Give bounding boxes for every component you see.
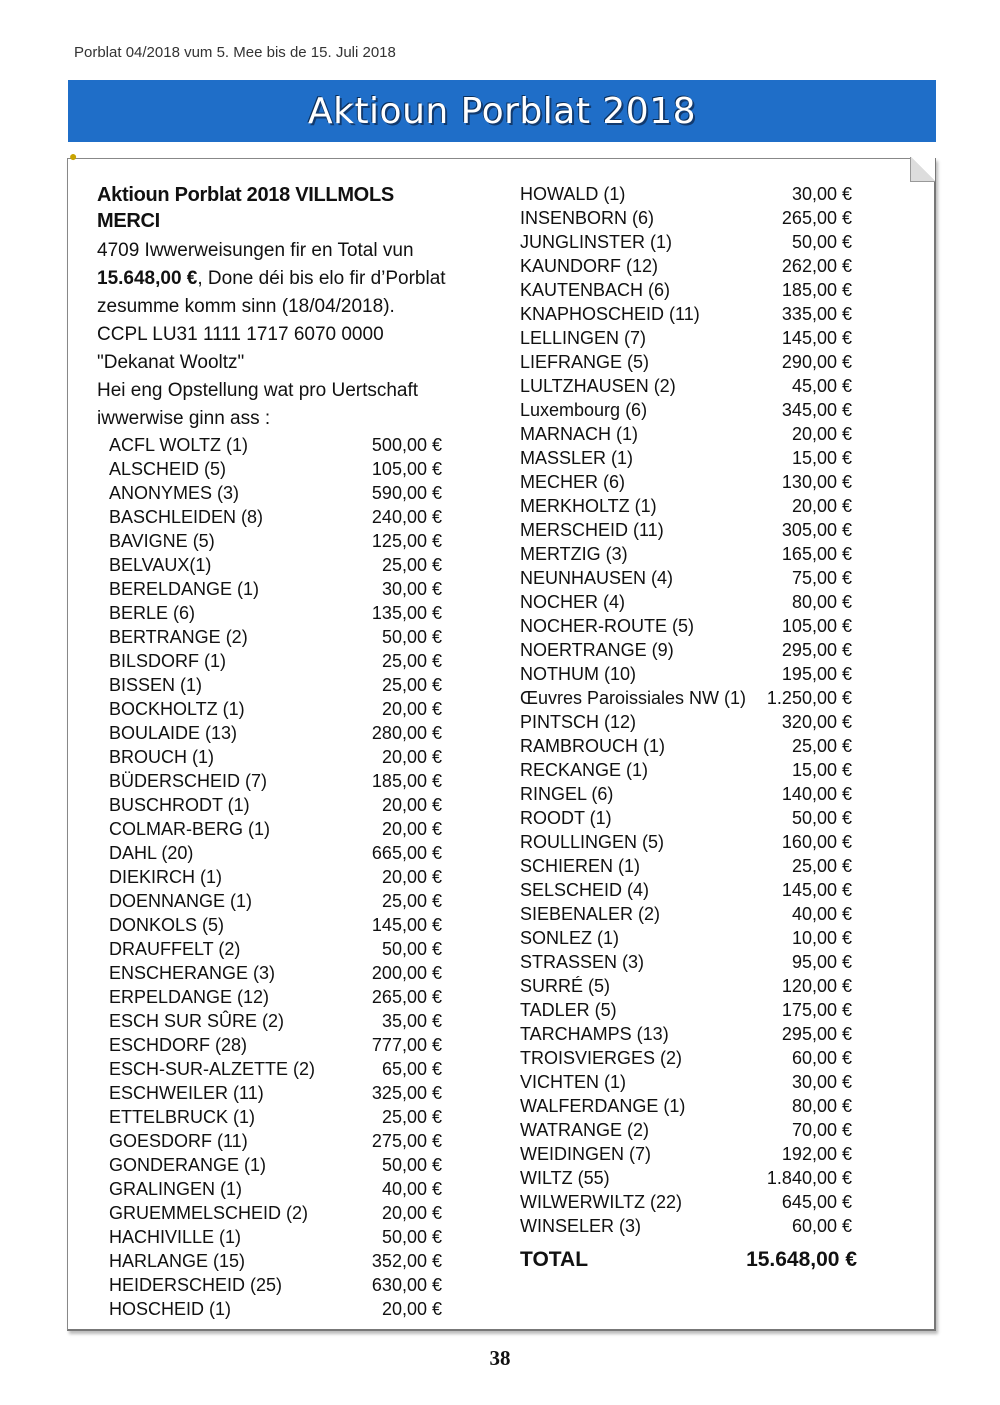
locality-name: BISSEN (1) <box>109 675 203 695</box>
locality-amount: 10,00 € <box>791 928 852 948</box>
locality-amount: 25,00 € <box>381 555 442 575</box>
total-amount-inline: 15.648,00 € <box>97 268 198 289</box>
locality-name: BERLE (6) <box>109 603 196 623</box>
intro-line: "Dekanat Wooltz" <box>97 352 245 373</box>
locality-name: MARNACH (1) <box>520 424 639 444</box>
locality-name: BILSDORF (1) <box>109 651 227 671</box>
locality-name: NEUNHAUSEN (4) <box>520 568 674 588</box>
locality-name: NOCHER (4) <box>520 592 626 612</box>
locality-name: BROUCH (1) <box>109 747 215 767</box>
locality-name: GRUEMMELSCHEID (2) <box>109 1203 309 1223</box>
donation-row <box>520 326 852 350</box>
locality-amount: 25,00 € <box>381 891 442 911</box>
locality-amount: 145,00 € <box>781 880 852 900</box>
locality-amount: 50,00 € <box>381 1155 442 1175</box>
donation-row <box>109 529 442 553</box>
donation-row <box>109 1009 442 1033</box>
right-column <box>520 182 857 1272</box>
locality-amount: 185,00 € <box>781 280 852 300</box>
locality-amount: 75,00 € <box>791 568 852 588</box>
locality-amount: 195,00 € <box>781 664 852 684</box>
locality-name: SELSCHEID (4) <box>520 880 650 900</box>
pushpin-icon: ● <box>69 148 78 164</box>
intro-line: zesumme komm sinn (18/04/2018). <box>97 296 395 317</box>
locality-name: MASSLER (1) <box>520 448 634 468</box>
locality-amount: 295,00 € <box>781 1024 852 1044</box>
locality-amount: 50,00 € <box>791 808 852 828</box>
locality-name: RINGEL (6) <box>520 784 614 804</box>
donation-row <box>109 721 442 745</box>
donation-row <box>520 710 852 734</box>
locality-name: BÜDERSCHEID (7) <box>109 771 268 791</box>
donation-row <box>520 758 852 782</box>
intro-line: 4709 Iwwerweisungen fir en Total vun <box>97 240 414 261</box>
locality-amount: 240,00 € <box>371 507 442 527</box>
intro-text <box>97 237 457 433</box>
locality-name: HOSCHEID (1) <box>109 1299 232 1319</box>
donation-row <box>109 697 442 721</box>
locality-name: LELLINGEN (7) <box>520 328 647 348</box>
locality-amount: 20,00 € <box>381 795 442 815</box>
locality-name: BERELDANGE (1) <box>109 579 260 599</box>
locality-amount: 265,00 € <box>371 987 442 1007</box>
donation-row <box>109 1297 442 1321</box>
locality-amount: 1.250,00 € <box>766 688 852 708</box>
locality-amount: 30,00 € <box>791 184 852 204</box>
title-banner <box>68 80 936 142</box>
donation-row <box>520 230 852 254</box>
donation-row <box>109 889 442 913</box>
locality-name: NOCHER-ROUTE (5) <box>520 616 694 636</box>
donation-row <box>520 638 852 662</box>
locality-amount: 140,00 € <box>781 784 852 804</box>
locality-amount: 262,00 € <box>781 256 852 276</box>
locality-amount: 265,00 € <box>781 208 852 228</box>
donation-row <box>109 961 442 985</box>
locality-name: WILWERWILTZ (22) <box>520 1192 682 1212</box>
donation-row <box>520 1190 852 1214</box>
locality-name: ROODT (1) <box>520 808 612 828</box>
locality-amount: 105,00 € <box>781 616 852 636</box>
locality-amount: 630,00 € <box>371 1275 442 1295</box>
locality-amount: 25,00 € <box>791 736 852 756</box>
donation-row <box>520 206 852 230</box>
intro-line <box>97 265 457 293</box>
locality-name: NOTHUM (10) <box>520 664 636 684</box>
donation-row <box>109 433 442 457</box>
locality-name: Œuvres Paroissiales NW (1) <box>520 688 747 708</box>
locality-amount: 80,00 € <box>791 592 852 612</box>
donation-row <box>520 878 852 902</box>
locality-amount: 15,00 € <box>791 760 852 780</box>
locality-name: HACHIVILLE (1) <box>109 1227 242 1247</box>
locality-amount: 70,00 € <box>791 1120 852 1140</box>
donation-row <box>109 577 442 601</box>
locality-amount: 50,00 € <box>381 1227 442 1247</box>
locality-amount: 305,00 € <box>781 520 852 540</box>
locality-name: MERTZIG (3) <box>520 544 628 564</box>
locality-amount: 25,00 € <box>381 1107 442 1127</box>
donation-row <box>520 1046 852 1070</box>
locality-amount: 20,00 € <box>381 699 442 719</box>
locality-amount: 290,00 € <box>781 352 852 372</box>
donation-row <box>109 1273 442 1297</box>
donation-row <box>520 494 852 518</box>
locality-name: SURRÉ (5) <box>520 976 611 996</box>
locality-amount: 135,00 € <box>371 603 442 623</box>
donation-row <box>109 457 442 481</box>
donation-row <box>109 985 442 1009</box>
locality-name: VICHTEN (1) <box>520 1072 627 1092</box>
locality-name: RECKANGE (1) <box>520 760 649 780</box>
donation-row <box>520 350 852 374</box>
locality-name: JUNGLINSTER (1) <box>520 232 673 252</box>
locality-name: GONDERANGE (1) <box>109 1155 267 1175</box>
locality-amount: 200,00 € <box>371 963 442 983</box>
locality-amount: 80,00 € <box>791 1096 852 1116</box>
locality-name: RAMBROUCH (1) <box>520 736 666 756</box>
locality-amount: 60,00 € <box>791 1216 852 1236</box>
intro-title: Aktioun Porblat 2018 VILLMOLS MERCI <box>97 184 394 232</box>
locality-amount: 50,00 € <box>381 939 442 959</box>
locality-name: TADLER (5) <box>520 1000 617 1020</box>
locality-name: Luxembourg (6) <box>520 400 648 420</box>
locality-name: ESCHWEILER (11) <box>109 1083 264 1103</box>
donation-row <box>520 782 852 806</box>
intro-line: Hei eng Opstellung wat pro Uertschaft <box>97 380 419 401</box>
page-curl-corner <box>910 157 935 182</box>
donation-row <box>520 662 852 686</box>
locality-name: ERPELDANGE (12) <box>109 987 270 1007</box>
locality-amount: 25,00 € <box>791 856 852 876</box>
donation-row <box>109 1129 442 1153</box>
donation-row <box>109 481 442 505</box>
donation-row <box>109 793 442 817</box>
donation-row <box>520 1142 852 1166</box>
locality-name: WALFERDANGE (1) <box>520 1096 686 1116</box>
donation-row <box>109 505 442 529</box>
donation-row <box>520 566 852 590</box>
donation-row <box>520 182 852 206</box>
locality-name: ETTELBRUCK (1) <box>109 1107 256 1127</box>
locality-amount: 20,00 € <box>381 867 442 887</box>
locality-name: SCHIEREN (1) <box>520 856 641 876</box>
locality-amount: 145,00 € <box>371 915 442 935</box>
locality-amount: 20,00 € <box>791 424 852 444</box>
locality-name: MECHER (6) <box>520 472 626 492</box>
donation-row <box>109 937 442 961</box>
donation-row <box>109 649 442 673</box>
total-amount: 15.648,00 € <box>746 1248 857 1271</box>
donation-row <box>109 913 442 937</box>
locality-amount: 50,00 € <box>791 232 852 252</box>
locality-amount: 275,00 € <box>371 1131 442 1151</box>
donation-row <box>109 841 442 865</box>
locality-name: WILTZ (55) <box>520 1168 610 1188</box>
donation-row <box>520 1118 852 1142</box>
locality-amount: 1.840,00 € <box>766 1168 852 1188</box>
donation-row <box>520 950 852 974</box>
locality-name: ALSCHEID (5) <box>109 459 227 479</box>
locality-name: INSENBORN (6) <box>520 208 655 228</box>
locality-amount: 65,00 € <box>381 1059 442 1079</box>
locality-amount: 175,00 € <box>781 1000 852 1020</box>
locality-name: ACFL WOLTZ (1) <box>109 435 248 455</box>
locality-amount: 185,00 € <box>371 771 442 791</box>
locality-name: GRALINGEN (1) <box>109 1179 243 1199</box>
running-header: Porblat 04/2018 vum 5. Mee bis de 15. Juli 2018 <box>74 44 396 61</box>
locality-name: DOENNANGE (1) <box>109 891 253 911</box>
locality-name: WEIDINGEN (7) <box>520 1144 652 1164</box>
locality-name: HEIDERSCHEID (25) <box>109 1275 283 1295</box>
locality-amount: 192,00 € <box>781 1144 852 1164</box>
total-row <box>520 1248 857 1272</box>
donation-row <box>109 1105 442 1129</box>
locality-amount: 500,00 € <box>371 435 442 455</box>
locality-name: NOERTRANGE (9) <box>520 640 674 660</box>
locality-amount: 25,00 € <box>381 651 442 671</box>
donation-row <box>109 673 442 697</box>
donation-row <box>520 830 852 854</box>
page-number: 38 <box>489 1346 511 1370</box>
locality-name: DONKOLS (5) <box>109 915 225 935</box>
locality-amount: 40,00 € <box>791 904 852 924</box>
locality-name: HOWALD (1) <box>520 184 626 204</box>
locality-name: ANONYMES (3) <box>109 483 240 503</box>
locality-name: PINTSCH (12) <box>520 712 637 732</box>
donation-row <box>109 625 442 649</box>
locality-amount: 20,00 € <box>381 747 442 767</box>
donation-row <box>520 374 852 398</box>
donation-row <box>109 865 442 889</box>
donation-row <box>520 1022 852 1046</box>
locality-amount: 50,00 € <box>381 627 442 647</box>
locality-name: TARCHAMPS (13) <box>520 1024 669 1044</box>
locality-amount: 30,00 € <box>791 1072 852 1092</box>
donation-row <box>520 590 852 614</box>
locality-amount: 20,00 € <box>381 1203 442 1223</box>
locality-amount: 320,00 € <box>781 712 852 732</box>
locality-amount: 145,00 € <box>781 328 852 348</box>
locality-name: STRASSEN (3) <box>520 952 645 972</box>
donation-row <box>520 398 852 422</box>
locality-name: BUSCHRODT (1) <box>109 795 250 815</box>
locality-name: KAUNDORF (12) <box>520 256 659 276</box>
locality-amount: 352,00 € <box>371 1251 442 1271</box>
locality-name: WATRANGE (2) <box>520 1120 649 1140</box>
donation-row <box>520 302 852 326</box>
locality-amount: 345,00 € <box>781 400 852 420</box>
locality-name: DIEKIRCH (1) <box>109 867 223 887</box>
locality-name: WINSELER (3) <box>520 1216 642 1236</box>
donation-row <box>109 1177 442 1201</box>
right-donation-list <box>520 182 852 1238</box>
locality-amount: 130,00 € <box>781 472 852 492</box>
donation-row <box>520 422 852 446</box>
donation-row <box>109 1033 442 1057</box>
locality-amount: 120,00 € <box>781 976 852 996</box>
locality-name: ESCHDORF (28) <box>109 1035 248 1055</box>
locality-name: BERTRANGE (2) <box>109 627 248 647</box>
donation-row <box>520 470 852 494</box>
locality-amount: 777,00 € <box>371 1035 442 1055</box>
locality-name: COLMAR-BERG (1) <box>109 819 271 839</box>
locality-amount: 40,00 € <box>381 1179 442 1199</box>
locality-name: ESCH SUR SÛRE (2) <box>109 1011 285 1031</box>
donation-row <box>109 1249 442 1273</box>
banner-title: Aktioun Porblat 2018 <box>307 90 697 132</box>
locality-amount: 20,00 € <box>381 1299 442 1319</box>
donation-row <box>520 1094 852 1118</box>
donation-row <box>520 806 852 830</box>
locality-name: SONLEZ (1) <box>520 928 620 948</box>
locality-amount: 45,00 € <box>791 376 852 396</box>
locality-amount: 160,00 € <box>781 832 852 852</box>
locality-name: ROULLINGEN (5) <box>520 832 665 852</box>
donation-row <box>520 902 852 926</box>
donation-row <box>520 1214 852 1238</box>
locality-name: BELVAUX(1) <box>109 555 212 575</box>
locality-amount: 325,00 € <box>371 1083 442 1103</box>
donation-row <box>109 601 442 625</box>
locality-amount: 105,00 € <box>371 459 442 479</box>
donation-row <box>520 1070 852 1094</box>
locality-amount: 590,00 € <box>371 483 442 503</box>
intro-line-rest: , Done déi bis elo fir d’Porblat <box>197 268 446 289</box>
total-label: TOTAL <box>520 1248 589 1271</box>
locality-name: DAHL (20) <box>109 843 194 863</box>
intro-line: iwwerwise ginn ass : <box>97 408 271 429</box>
donation-row <box>109 1225 442 1249</box>
donation-row <box>520 1166 852 1190</box>
donation-row <box>520 518 852 542</box>
donation-row <box>109 817 442 841</box>
locality-name: HARLANGE (15) <box>109 1251 246 1271</box>
donation-row <box>109 769 442 793</box>
donation-row <box>520 542 852 566</box>
locality-amount: 95,00 € <box>791 952 852 972</box>
locality-name: BOULAIDE (13) <box>109 723 238 743</box>
locality-name: ENSCHERANGE (3) <box>109 963 276 983</box>
locality-name: TROISVIERGES (2) <box>520 1048 683 1068</box>
locality-amount: 25,00 € <box>381 675 442 695</box>
locality-name: MERSCHEID (11) <box>520 520 664 540</box>
locality-amount: 20,00 € <box>381 819 442 839</box>
locality-amount: 665,00 € <box>371 843 442 863</box>
donation-row <box>520 926 852 950</box>
donation-row <box>520 278 852 302</box>
donation-row <box>520 446 852 470</box>
locality-name: SIEBENALER (2) <box>520 904 661 924</box>
locality-name: ESCH-SUR-ALZETTE (2) <box>109 1059 316 1079</box>
left-donation-list <box>109 433 442 1321</box>
locality-name: MERKHOLTZ (1) <box>520 496 657 516</box>
locality-amount: 35,00 € <box>381 1011 442 1031</box>
left-column <box>97 182 457 1321</box>
locality-name: BASCHLEIDEN (8) <box>109 507 264 527</box>
donation-row <box>520 686 852 710</box>
locality-name: BOCKHOLTZ (1) <box>109 699 245 719</box>
locality-name: KAUTENBACH (6) <box>520 280 671 300</box>
intro-line: CCPL LU31 1111 1717 6070 0000 <box>97 324 384 345</box>
donation-row <box>520 254 852 278</box>
donation-row <box>520 854 852 878</box>
donation-row <box>520 974 852 998</box>
locality-amount: 295,00 € <box>781 640 852 660</box>
locality-amount: 645,00 € <box>781 1192 852 1212</box>
locality-name: GOESDORF (11) <box>109 1131 248 1151</box>
locality-amount: 30,00 € <box>381 579 442 599</box>
donation-row <box>109 1201 442 1225</box>
locality-amount: 60,00 € <box>791 1048 852 1068</box>
locality-amount: 125,00 € <box>371 531 442 551</box>
locality-amount: 335,00 € <box>781 304 852 324</box>
locality-amount: 280,00 € <box>371 723 442 743</box>
donation-row <box>109 1081 442 1105</box>
donation-row <box>109 1153 442 1177</box>
locality-name: LIEFRANGE (5) <box>520 352 650 372</box>
locality-amount: 20,00 € <box>791 496 852 516</box>
locality-amount: 15,00 € <box>791 448 852 468</box>
donation-row <box>109 745 442 769</box>
locality-amount: 165,00 € <box>781 544 852 564</box>
donation-row <box>520 998 852 1022</box>
donation-row <box>520 734 852 758</box>
locality-name: KNAPHOSCHEID (11) <box>520 304 700 324</box>
donation-row <box>520 614 852 638</box>
donation-row <box>109 553 442 577</box>
donation-row <box>109 1057 442 1081</box>
locality-name: BAVIGNE (5) <box>109 531 215 551</box>
locality-name: DRAUFFELT (2) <box>109 939 241 959</box>
locality-name: LULTZHAUSEN (2) <box>520 376 676 396</box>
